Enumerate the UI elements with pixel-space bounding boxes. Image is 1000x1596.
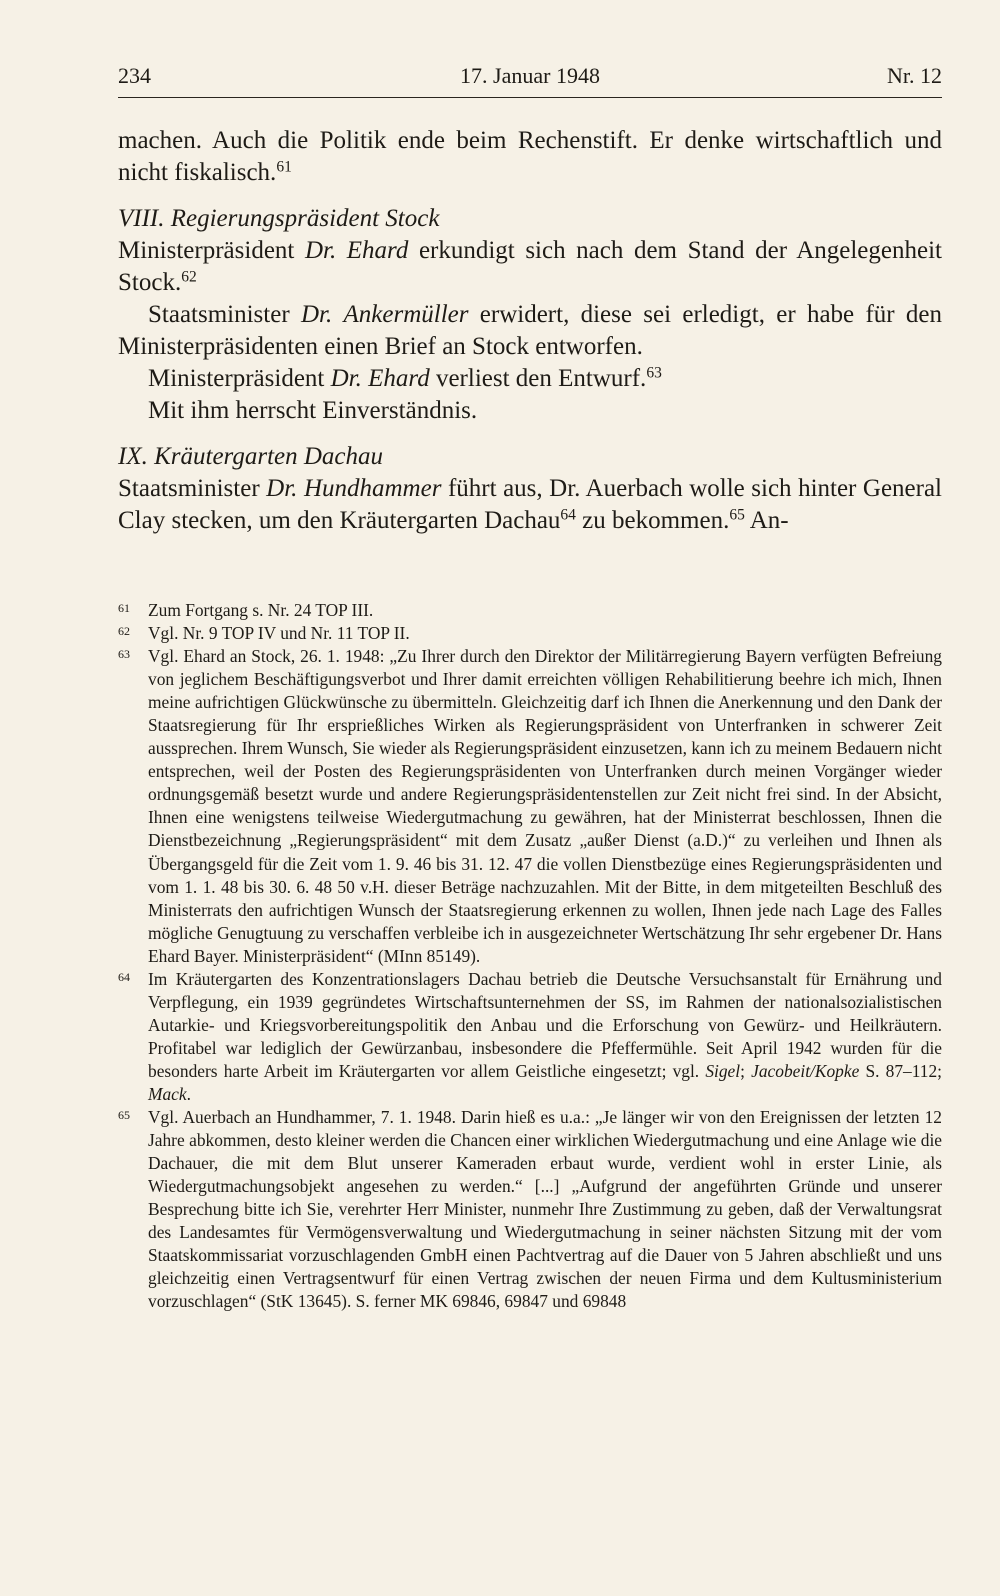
person-name: Hundhammer [303, 475, 442, 502]
person-name: Ehard [346, 237, 409, 264]
book-page [118, 0, 942, 1596]
section-heading-ix: IX. Kräutergarten Dachau [118, 443, 384, 470]
paragraph: Ministerpräsident Dr. Ehard erkundigt sich nach dem Stand der Angelegenheit Stock.$^{62}$ [118, 237, 942, 296]
footnote-ref: 65 [729, 506, 745, 524]
footnote-number: 61 [118, 601, 130, 615]
footnote: 65 Vgl. Auerbach an Hundhammer, 7. 1. 1948. Darin hieß es u.a.: „Je länger wir von den Ereignissen der letzten 12 Jahre abkommen, desto kleiner werden die Chancen einer wirklichen Wiedergutmachung und eine Anlage wie die Dachauer, die mit dem Blut unserer Kameraden erbaut wurde, verdient wohl in erster Linie, als Wiedergutmachungsobjekt angesehen zu werden.“ [...] „Aufgrund der angeführten Gründe und unserer Besprechung bitte ich Sie, verehrter Herr Minister, nunmehr Ihre Zustimmung zu geben, daß der Verwaltungsrat des Landesamtes für Vermögensverwaltung und Wiedergutmachung in seiner nächsten Sitzung mit der vom Staatskommissariat vorzuschlagenden GmbH einen Pachtvertrag auf die Dauer von 5 Jahren abschließt und uns gleichzeitig einen Vertragsentwurf für einen Vertrag zwischen der neuen Firma und dem Kultusministerium vorzuschlagen“ (StK 13645). S. ferner MK 69846, 69847 und 69848 [118, 1107, 942, 1312]
footnote-ref: 64 [560, 506, 576, 524]
page-number: 234 [118, 63, 151, 88]
header-rule [118, 97, 942, 98]
running-header [118, 62, 942, 98]
footnote-number: 63 [118, 647, 130, 662]
section-heading-viii: VIII. Regierungspräsident Stock [118, 205, 440, 232]
document-number: Nr. 12 [887, 63, 942, 88]
person-name: Ehard [368, 365, 430, 392]
footnote: 61 Zum Fortgang s. Nr. 24 TOP III. [118, 600, 374, 620]
footnote-ref: 61 [276, 158, 292, 176]
footnote: 64 Im Kräutergarten des Konzentrationslagers Dachau betrieb die Deutsche Versuchsanstalt für Ernährung und Verpflegung, ein 1939 gegründetes Wirtschaftsunternehmen der SS, im Rahmen der nationalsozialistischen Autarkie- und Kriegsvorbereitungspolitik den Anbau und die Erforschung von Gewürz- und Heilkräutern. Profitabel war lediglich der Gewürzanbau, insbesondere die Pfeffermühle. Seit April 1942 wurden für die besonders harte Arbeit im Kräutergarten vor allem Geistliche eingesetzt; vgl. Sigel; Jacobeit/Kopke S. 87–112; Mack. [118, 968, 943, 1104]
paragraph: machen. Auch die Politik ende beim Rechenstift. Er denke wirtschaftlich und nicht fiskalisch.$^{61}$ [118, 127, 942, 186]
main-text [118, 125, 942, 537]
paragraph: Staatsminister Dr. Ankermüller erwidert, diese sei erledigt, er habe für den Ministerpräsidenten einen Brief an Stock entworfen. [118, 301, 942, 360]
footnotes [118, 599, 942, 1313]
footnote: 63 Vgl. Ehard an Stock, 26. 1. 1948: „Zu Ihrer durch den Direktor der Militärregierung Bayern verfügten Befreiung von jeglichem Beschäftigungsverbot und Ihrer damit erreichten völligen Rehabilitierung beehre ich mich, Ihnen meine aufrichtigen Glückwünsche zu übermitteln. Gleichzeitig darf ich Ihnen die Anerkennung und den Dank der Staatsregierung für Ihr ersprießliches Wirken als Regierungspräsident von Unterfranken in schwerer Zeit aussprechen. Ihrem Wunsch, Sie wieder als Regierungspräsident einzusetzen, kann ich zu meinem Bedauern nicht entsprechen, weil der Posten des Regierungspräsidenten von Unterfranken durch meinen Vorgänger wieder ordnungsgemäß besetzt wurde und andere Regierungspräsidentenstellen zur Zeit nicht frei sind. In der Absicht, Ihnen eine wenigstens teilweise Wiedergutmachung zu gewähren, hat der Ministerrat beschlossen, Ihnen die Dienstbezeichnung „Regierungspräsident“ mit dem Zusatz „außer Dienst (a.D.)“ zu verleihen und Ihnen als Übergangsgeld für die Zeit vom 1. 9. 46 bis 31. 12. 47 die vollen Dienstbezüge eines Regierungspräsidenten und vom 1. 1. 48 bis 30. 6. 48 50 v.H. dieser Beträge nachzuzahlen. Mit der Bitte, in dem mitgeteilten Beschluß des Ministerrats den aufrichtigen Wunsch der Staatsregierung erkennen zu wollen, Ihnen jede nach Lage des Falles mögliche Genugtuung zu verschaffen verbleibe ich in ausgezeichneter Wertschätzung Ihr sehr ergebener Dr. Hans Ehard Bayer. Ministerpräsident“ (MInn 85149). [118, 646, 942, 966]
footnote-ref: 63 [646, 364, 662, 382]
footnote-number: 62 [118, 624, 130, 639]
footnote: 62 Vgl. Nr. 9 TOP IV und Nr. 11 TOP II. [118, 623, 410, 644]
person-name: Ankermüller [343, 301, 469, 328]
paragraph: Staatsminister Dr. Hundhammer führt aus, Dr. Auerbach wolle sich hinter General Clay stecken, um den Kräutergarten Dachau$^{64}$ zu bekommen.$^{65}$ An- [118, 475, 943, 534]
footnote-number: 64 [118, 969, 130, 984]
paragraph: Ministerpräsident Dr. Ehard verliest den Entwurf.$^{63}$ [148, 364, 662, 392]
footnote-number: 65 [118, 1108, 130, 1123]
paragraph: Mit ihm herrscht Einverständnis. [148, 397, 478, 424]
footnote-ref: 62 [181, 268, 197, 286]
header-date: 17. Januar 1948 [460, 63, 600, 88]
